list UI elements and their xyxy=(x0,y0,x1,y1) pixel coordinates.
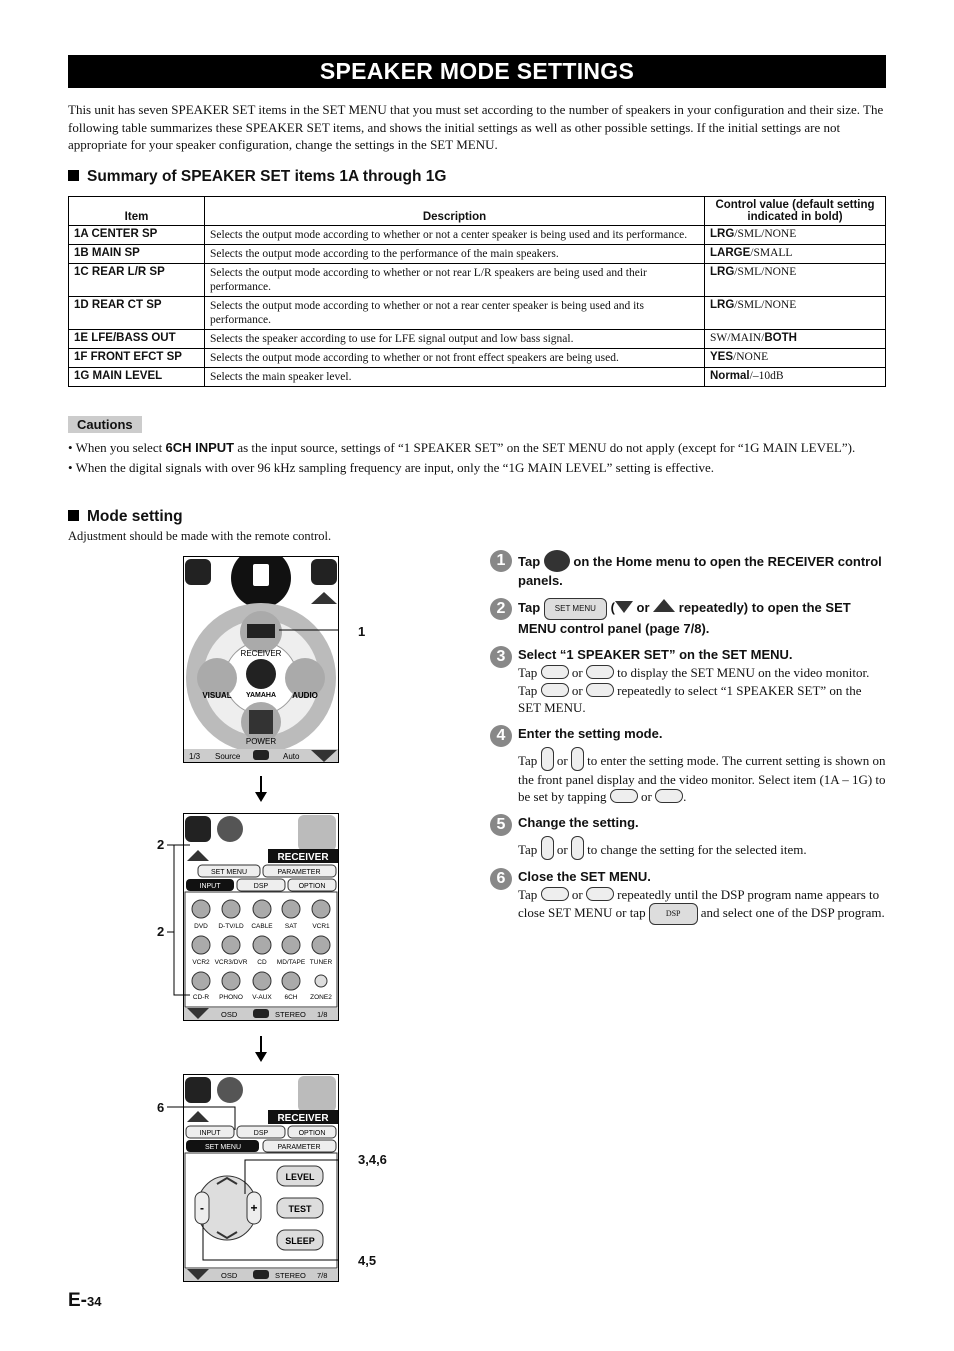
table-header-row xyxy=(69,197,886,226)
table-row xyxy=(69,297,886,330)
svg-text:Source: Source xyxy=(215,752,241,761)
callout-3-4-6: 3,4,6 xyxy=(358,1152,387,1167)
receiver-label: RECEIVER xyxy=(240,649,282,658)
table-row xyxy=(69,264,886,297)
svg-text:VCR1: VCR1 xyxy=(312,923,330,930)
mode-setting-heading: Mode setting xyxy=(68,508,183,526)
svg-text:DSP: DSP xyxy=(253,1130,269,1137)
page-number: E-34 xyxy=(68,1290,102,1311)
cursor-down-icon xyxy=(655,789,683,803)
minus-button-icon xyxy=(571,836,584,860)
flow-arrow-icon xyxy=(254,1036,268,1062)
cursor-up-icon xyxy=(610,789,638,803)
table-row xyxy=(69,349,886,368)
square-bullet-icon xyxy=(68,170,79,181)
svg-text:AUDIO: AUDIO xyxy=(292,691,318,700)
cautions-label: Cautions xyxy=(68,416,142,433)
value-cell: LRG/SML/NONE xyxy=(705,297,886,330)
menu-icon xyxy=(185,559,211,585)
step-3: 3 Select “1 SPEAKER SET” on the SET MENU. Tap or to display the SET MENU on the video monitor. Tap or repeatedly to select “1 SPEAKER SET” on the SET MENU. xyxy=(490,646,886,717)
item-cell: 1B MAIN SP xyxy=(69,245,205,264)
item-cell: 1C REAR L/R SP xyxy=(69,264,205,297)
step-number: 2 xyxy=(490,598,512,620)
svg-text:INPUT: INPUT xyxy=(199,1130,221,1137)
dsp-button-icon: DSP xyxy=(649,903,698,925)
svg-text:PARAMETER: PARAMETER xyxy=(277,869,321,876)
cursor-down-icon xyxy=(586,665,614,679)
svg-text:TUNER: TUNER xyxy=(309,959,333,966)
svg-text:D-TV/LD: D-TV/LD xyxy=(218,923,244,930)
step-number: 5 xyxy=(490,814,512,836)
step-number: 1 xyxy=(490,550,512,572)
callout-6: 6 xyxy=(157,1100,165,1115)
step-1: 1 Tap on the Home menu to open the RECEIVER control panels. xyxy=(490,550,886,590)
value-cell: LRG/SML/NONE xyxy=(705,264,886,297)
svg-text:POWER: POWER xyxy=(245,737,277,746)
cautions-list xyxy=(68,439,888,479)
svg-text:TEST: TEST xyxy=(288,1204,312,1214)
down-arrow-icon xyxy=(615,601,633,613)
callout-4-5: 4,5 xyxy=(358,1253,377,1268)
item-cell: 1G MAIN LEVEL xyxy=(69,368,205,387)
speaker-set-table xyxy=(68,196,886,387)
step-number: 3 xyxy=(490,646,512,668)
yamaha-logo-icon xyxy=(217,816,243,842)
up-arrow-icon xyxy=(653,599,675,612)
receiver-icon xyxy=(544,550,570,572)
item-cell: 1F FRONT EFCT SP xyxy=(69,349,205,368)
list-item: • When the digital signals with over 96 kHz sampling frequency are input, only the “1G MAIN LEVEL” setting is effective. xyxy=(68,460,714,475)
flow-arrow-icon xyxy=(254,776,268,802)
svg-text:VCR2: VCR2 xyxy=(192,959,210,966)
svg-text:RECEIVER: RECEIVER xyxy=(277,1113,329,1124)
table-header: Description xyxy=(205,197,705,226)
page-title: SPEAKER MODE SETTINGS xyxy=(68,55,886,88)
svg-text:DSP: DSP xyxy=(253,883,269,890)
table-row xyxy=(69,368,886,387)
value-cell: SW/MAIN/BOTH xyxy=(705,330,886,349)
description-cell: Selects the speaker according to use for LFE signal output and low bass signal. xyxy=(205,330,705,349)
intro-paragraph: This unit has seven SPEAKER SET items in the SET MENU that you must set according to the number of speakers in your configuration and their size. The following table summarizes these SPEAKER SET items, and shows the initial settings as well as other possible settings. If the initial settings are not appropriate for your speaker configuration, change the settings in the SET MENU. xyxy=(68,102,884,152)
svg-text:6CH: 6CH xyxy=(284,994,298,1001)
summary-heading: Summary of SPEAKER SET items 1A through 1G xyxy=(68,168,446,186)
svg-text:CABLE: CABLE xyxy=(251,923,273,930)
svg-text:RECEIVER: RECEIVER xyxy=(277,852,329,863)
value-cell: LARGE/SMALL xyxy=(705,245,886,264)
value-cell: LRG/SML/NONE xyxy=(705,226,886,245)
svg-text:7/8: 7/8 xyxy=(317,1271,328,1280)
square-bullet-icon xyxy=(68,510,79,521)
svg-text:+: + xyxy=(250,1201,258,1215)
table-row xyxy=(69,226,886,245)
svg-text:VCR3/DVR: VCR3/DVR xyxy=(214,959,248,966)
svg-text:-: - xyxy=(200,1201,204,1215)
list-item: • When you select 6CH INPUT as the input source, settings of “1 SPEAKER SET” on the SET MENU do not apply (except for “1G MAIN LEVEL”). xyxy=(68,440,856,455)
svg-text:OPTION: OPTION xyxy=(298,883,326,890)
svg-text:SAT: SAT xyxy=(284,923,298,930)
svg-text:1/8: 1/8 xyxy=(317,1010,328,1019)
callout-lines xyxy=(160,835,190,1015)
cursor-down-icon xyxy=(586,887,614,901)
svg-text:STEREO: STEREO xyxy=(275,1271,306,1280)
steps-list xyxy=(490,550,886,933)
callout-1: 1 xyxy=(358,624,366,639)
svg-text:OSD: OSD xyxy=(221,1010,238,1019)
plus-button-icon xyxy=(541,747,554,771)
home-menu-screen xyxy=(183,556,339,763)
step-6: 6 Close the SET MENU. Tap or repeatedly until the DSP program name appears to close SET MENU or tap DSP and select one of the DSP program. xyxy=(490,868,886,925)
table-header: Item xyxy=(69,197,205,226)
svg-text:V-AUX: V-AUX xyxy=(252,994,272,1001)
step-4: 4 Enter the setting mode. Tap or to enter the setting mode. The current setting is shown on the front panel display and the video monitor. Select item (1A – 1G) to be set by tapping or . xyxy=(490,725,886,806)
minus-button-icon xyxy=(571,747,584,771)
yamaha-logo-icon xyxy=(246,659,276,689)
receiver-input-screen xyxy=(183,813,339,1021)
svg-text:STEREO: STEREO xyxy=(275,1010,306,1019)
step-2: 2 Tap SET MENU ( or repeatedly) to open the SET MENU control panel (page 7/8). xyxy=(490,598,886,638)
svg-text:ZONE2: ZONE2 xyxy=(310,994,332,1001)
value-cell: Normal/–10dB xyxy=(705,368,886,387)
svg-text:Auto: Auto xyxy=(283,752,300,761)
step-5: 5 Change the setting. Tap or to change the setting for the selected item. xyxy=(490,814,886,860)
svg-text:MD/TAPE: MD/TAPE xyxy=(276,959,306,966)
cursor-up-icon xyxy=(541,665,569,679)
svg-text:CD-R: CD-R xyxy=(192,994,210,1001)
cursor-down-icon xyxy=(586,683,614,697)
svg-text:PARAMETER: PARAMETER xyxy=(277,1144,321,1151)
svg-text:OSD: OSD xyxy=(221,1271,238,1280)
table-row xyxy=(69,330,886,349)
callout-lines xyxy=(160,1100,260,1140)
svg-text:LEVEL: LEVEL xyxy=(285,1172,315,1182)
description-cell: Selects the output mode according to whether or not rear L/R speakers are being used and their performance. xyxy=(205,264,705,297)
svg-text:SET MENU: SET MENU xyxy=(210,869,248,876)
description-cell: Selects the output mode according to whether or not a center speaker is being used and its performance. xyxy=(205,226,705,245)
table-header: Control value (default setting indicated in bold) xyxy=(705,197,886,226)
svg-text:PHONO: PHONO xyxy=(219,994,243,1001)
cursor-up-icon xyxy=(541,683,569,697)
set-menu-button-icon: SET MENU xyxy=(544,598,607,620)
receiver-tab-icon xyxy=(298,815,336,851)
value-cell: YES/NONE xyxy=(705,349,886,368)
receiver-tab-icon xyxy=(298,1076,336,1112)
callout-2: 2 xyxy=(157,837,165,852)
item-cell: 1E LFE/BASS OUT xyxy=(69,330,205,349)
table-row xyxy=(69,245,886,264)
plus-button-icon xyxy=(541,836,554,860)
mode-note: Adjustment should be made with the remote control. xyxy=(68,529,332,543)
svg-text:CD: CD xyxy=(257,959,267,966)
cursor-up-icon xyxy=(541,887,569,901)
svg-text:YAMAHA: YAMAHA xyxy=(245,692,277,699)
description-cell: Selects the output mode according to the performance of the main speakers. xyxy=(205,245,705,264)
step-number: 6 xyxy=(490,868,512,890)
svg-text:VISUAL: VISUAL xyxy=(202,691,232,700)
description-cell: Selects the output mode according to whether or not a rear center speaker is being used and its performance. xyxy=(205,297,705,330)
svg-text:SET MENU: SET MENU xyxy=(204,1144,242,1151)
svg-text:DVD: DVD xyxy=(194,923,208,930)
callout-2: 2 xyxy=(157,924,165,939)
svg-text:1/3: 1/3 xyxy=(189,752,201,761)
description-cell: Selects the main speaker level. xyxy=(205,368,705,387)
list-icon xyxy=(311,559,337,585)
svg-text:SLEEP: SLEEP xyxy=(285,1236,315,1246)
svg-text:INPUT: INPUT xyxy=(199,883,221,890)
item-cell: 1A CENTER SP xyxy=(69,226,205,245)
description-cell: Selects the output mode according to whether or not front effect speakers are being used. xyxy=(205,349,705,368)
svg-text:OPTION: OPTION xyxy=(298,1130,326,1137)
item-cell: 1D REAR CT SP xyxy=(69,297,205,330)
step-number: 4 xyxy=(490,725,512,747)
